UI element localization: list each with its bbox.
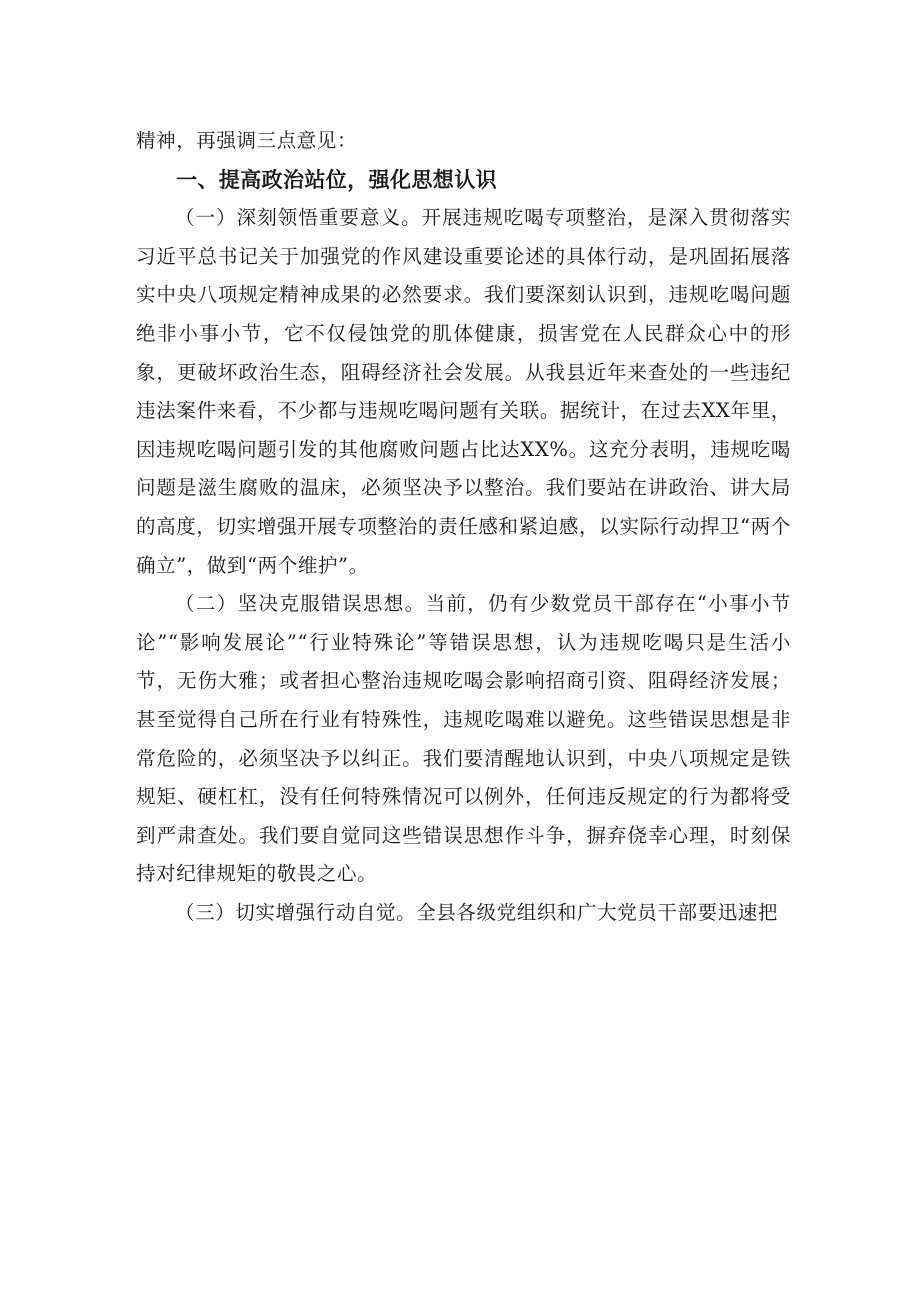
paragraph-2: （二）坚决克服错误思想。当前，仍有少数党员干部存在“小事小节论”“影响发展论”“行业特殊论”等错误思想，认为违规吃喝只是生活小节，无伤大雅；或者担心整治违规吃喝会影响招商引资、阻碍经济发展；甚至觉得自己所在行业有特殊性，违规吃喝难以避免。这些错误思想是非常危险的，必须坚决予以纠正。我们要清醒地认识到，中央八项规定是铁规矩、硬杠杠，没有任何特殊情况可以例外，任何违反规定的行为都将受到严肃查处。我们要自觉同这些错误思想作斗争，摒弃侥幸心理，时刻保持对纪律规矩的敬畏之心。 [136, 592, 791, 886]
section-heading: 一、提高政治站位，强化思想认识 [176, 167, 497, 192]
paragraph-3: （三）切实增强行动自觉。全县各级党组织和广大党员干部要迅速把 [175, 900, 779, 924]
paragraph-1: （一）深刻领悟重要意义。开展违规吃喝专项整治，是深入贯彻落实习近平总书记关于加强党的作风建设重要论述的具体行动，是巩固拓展落实中央八项规定精神成果的必然要求。我们要深刻认识到，违规吃喝问题绝非小事小节，它不仅侵蚀党的肌体健康，损害党在人民群众心中的形象，更破坏政治生态，阻碍经济社会发展。从我县近年来查处的一些违纪违法案件来看，不少都与违规吃喝问题有关联。据统计，在过去XX年里，因违规吃喝问题引发的其他腐败问题占比达XX%。这充分表明，违规吃喝问题是滋生腐败的温床，必须坚决予以整治。我们要站在讲政治、讲大局的高度，切实增强开展专项整治的责任感和紧迫感，以实际行动捍卫“两个确立”，做到“两个维护”。 [136, 206, 791, 577]
continuation-line: 精神，再强调三点意见： [136, 129, 358, 152]
document-body [136, 122, 791, 932]
